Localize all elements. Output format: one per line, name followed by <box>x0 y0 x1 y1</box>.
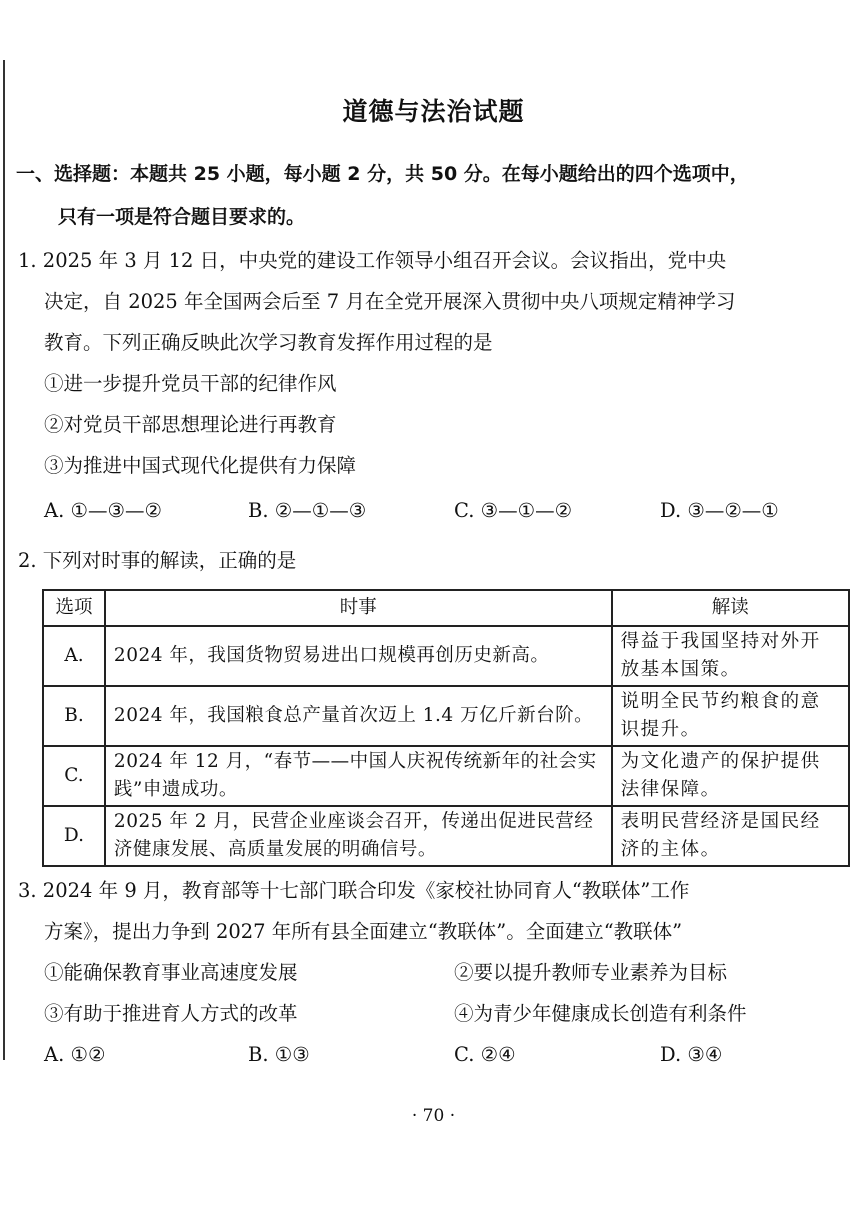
table-row <box>43 746 849 806</box>
q3-option-d[interactable]: D. ③④ <box>660 1043 723 1066</box>
row-c-event: 2024 年 12 月，“春节——中国人庆祝传统新年的社会实践”申遗成功。 <box>105 746 612 806</box>
row-d-interpretation: 表明民营经济是国民经济的主体。 <box>612 806 849 866</box>
q3-items-row2 <box>18 993 853 1034</box>
q3-options <box>18 1034 853 1075</box>
q1-item-1: ①进一步提升党员干部的纪律作风 <box>44 372 337 395</box>
q1-item-3: ③为推进中国式现代化提供有力保障 <box>44 454 357 477</box>
q3-item-1: ①能确保教育事业高速度发展 <box>44 961 298 984</box>
q1-option-c[interactable]: C. ③—①—② <box>454 499 573 522</box>
q3-option-b[interactable]: B. ①③ <box>248 1043 310 1066</box>
section-heading <box>16 153 856 239</box>
row-d-event: 2025 年 2 月，民营企业座谈会召开，传递出促进民营经济健康发展、高质量发展的明确信号。 <box>105 806 612 866</box>
row-a-option[interactable]: A. <box>43 626 105 686</box>
q1-options <box>18 490 853 531</box>
header-event: 时事 <box>105 590 612 626</box>
q1-option-a[interactable]: A. ①—③—② <box>44 499 162 522</box>
question-1 <box>18 240 853 531</box>
q1-stem-line3: 教育。下列正确反映此次学习教育发挥作用过程的是 <box>44 331 493 354</box>
table-header-row <box>43 590 849 626</box>
row-b-option[interactable]: B. <box>43 686 105 746</box>
row-b-event: 2024 年，我国粮食总产量首次迈上 1.4 万亿斤新台阶。 <box>105 686 612 746</box>
question-2 <box>18 540 853 581</box>
q3-item-2: ②要以提升教师专业素养为目标 <box>454 961 728 984</box>
q2-stem: 2. 下列对时事的解读，正确的是 <box>18 549 297 572</box>
section-heading-line2: 只有一项是符合题目要求的。 <box>58 206 306 228</box>
section-heading-line1: 一、选择题：本题共 25 小题，每小题 2 分，共 50 分。在每小题给出的四个选项中， <box>16 163 749 185</box>
row-b-interpretation: 说明全民节约粮食的意识提升。 <box>612 686 849 746</box>
table-row <box>43 806 849 866</box>
q2-table <box>42 589 850 867</box>
table-row <box>43 626 849 686</box>
header-interpretation: 解读 <box>612 590 849 626</box>
page-title: 道德与法治试题 <box>342 97 525 126</box>
row-a-event: 2024 年，我国货物贸易进出口规模再创历史新高。 <box>105 626 612 686</box>
q3-item-4: ④为青少年健康成长创造有利条件 <box>454 1002 747 1025</box>
q3-stem-line1: 3. 2024 年 9 月，教育部等十七部门联合印发《家校社协同育人“教联体”工作 <box>18 879 690 902</box>
q3-option-c[interactable]: C. ②④ <box>454 1043 516 1066</box>
q1-stem-line1: 1. 2025 年 3 月 12 日，中央党的建设工作领导小组召开会议。会议指出，党中央 <box>18 249 727 272</box>
q1-option-b[interactable]: B. ②—①—③ <box>248 499 367 522</box>
question-3 <box>18 870 853 1075</box>
q3-option-a[interactable]: A. ①② <box>44 1043 106 1066</box>
q1-stem-line2: 决定，自 2025 年全国两会后至 7 月在全党开展深入贯彻中央八项规定精神学习 <box>44 290 736 313</box>
q1-option-d[interactable]: D. ③—②—① <box>660 499 779 522</box>
row-c-interpretation: 为文化遗产的保护提供法律保障。 <box>612 746 849 806</box>
row-c-option[interactable]: C. <box>43 746 105 806</box>
row-a-interpretation: 得益于我国坚持对外开放基本国策。 <box>612 626 849 686</box>
table-row <box>43 686 849 746</box>
q3-stem-line2: 方案》，提出力争到 2027 年所有县全面建立“教联体”。全面建立“教联体” <box>44 920 683 943</box>
q3-items-row1 <box>18 952 853 993</box>
q1-item-2: ②对党员干部思想理论进行再教育 <box>44 413 337 436</box>
q3-item-3: ③有助于推进育人方式的改革 <box>44 1002 298 1025</box>
left-margin-rule <box>3 60 5 1060</box>
header-option: 选项 <box>43 590 105 626</box>
page-number: · 70 · <box>411 1106 456 1126</box>
row-d-option[interactable]: D. <box>43 806 105 866</box>
